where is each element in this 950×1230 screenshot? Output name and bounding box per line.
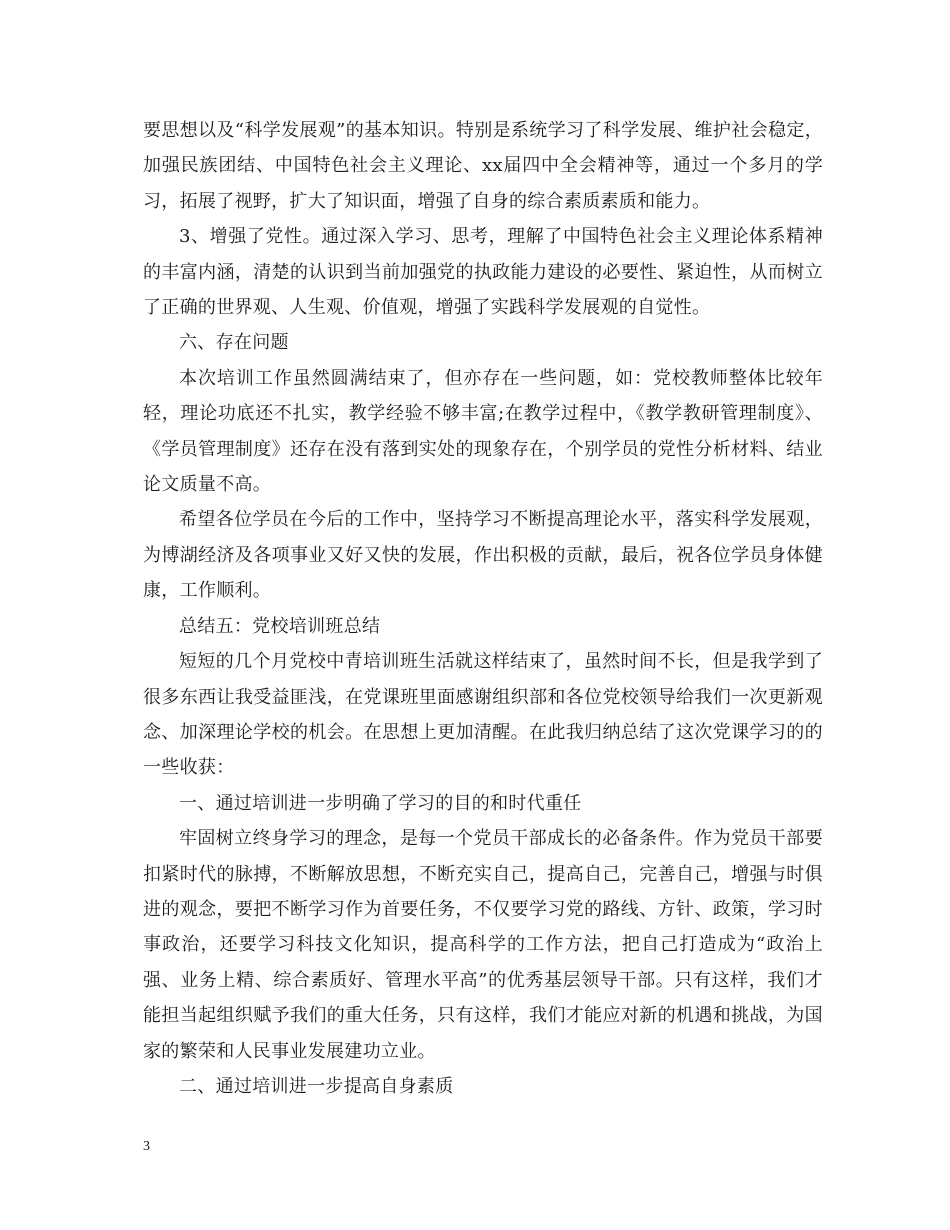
document-body (143, 113, 823, 1104)
section-heading-problems: 六、存在问题 (179, 332, 289, 354)
section-heading-two: 二、通过培训进一步提高自身素质 (179, 1075, 454, 1097)
paragraph-1: 要思想以及“科学发展观”的基本知识。特别是系统学习了科学发展、维护社会稳定，加强民族团结、中国特色社会主义理论、xx届四中全会精神等，通过一个多月的学习，拓展了视野，扩大了知识面，增强了自身的综合素质素质和能力。 (143, 120, 823, 212)
paragraph-7: 短短的几个月党校中青培训班生活就这样结束了，虽然时间不长，但是我学到了很多东西让我受益匪浅，在党课班里面感谢组织部和各位党校领导给我们一次更新观念、加深理论学校的机会。在思想上更加清醒。在此我归纳总结了这次党课学习的的一些收获： (143, 651, 823, 779)
section-heading-one: 一、通过培训进一步明确了学习的目的和时代重任 (179, 792, 582, 814)
paragraph-9: 牢固树立终身学习的理念，是每一个党员干部成长的必备条件。作为党员干部要扣紧时代的脉搏，不断解放思想，不断充实自己，提高自己，完善自己，增强与时俱进的观念，要把不断学习作为首要任务，不仅要学习党的路线、方针、政策，学习时事政治，还要学习科技文化知识，提高科学的工作方法，把自己打造成为“政治上强、业务上精、综合素质好、管理水平高”的优秀基层领导干部。只有这样，我们才能担当起组织赋予我们的重大任务，只有这样，我们才能应对新的机遇和挑战，为国家的繁荣和人民事业发展建功立业。 (143, 828, 823, 1062)
page-number: 3 (143, 1139, 150, 1154)
paragraph-5: 希望各位学员在今后的工作中，坚持学习不断提高理论水平，落实科学发展观，为博湖经济及各项事业又好又快的发展，作出积极的贡献，最后，祝各位学员身体健康，工作顺利。 (143, 509, 823, 602)
section-heading-summary-five: 总结五：党校培训班总结 (179, 615, 381, 637)
paragraph-4: 本次培训工作虽然圆满结束了，但亦存在一些问题，如：党校教师整体比较年轻，理论功底还不扎实，教学经验不够丰富;在教学过程中，《教学教研管理制度》、《学员管理制度》还存在没有落到实处的现象存在，个别学员的党性分析材料、结业论文质量不高。 (143, 367, 823, 496)
paragraph-2: 3、增强了党性。通过深入学习、思考，理解了中国特色社会主义理论体系精神的丰富内涵，清楚的认识到当前加强党的执政能力建设的必要性、紧迫性，从而树立了正确的世界观、人生观、价值观，增强了实践科学发展观的自觉性。 (143, 226, 823, 319)
